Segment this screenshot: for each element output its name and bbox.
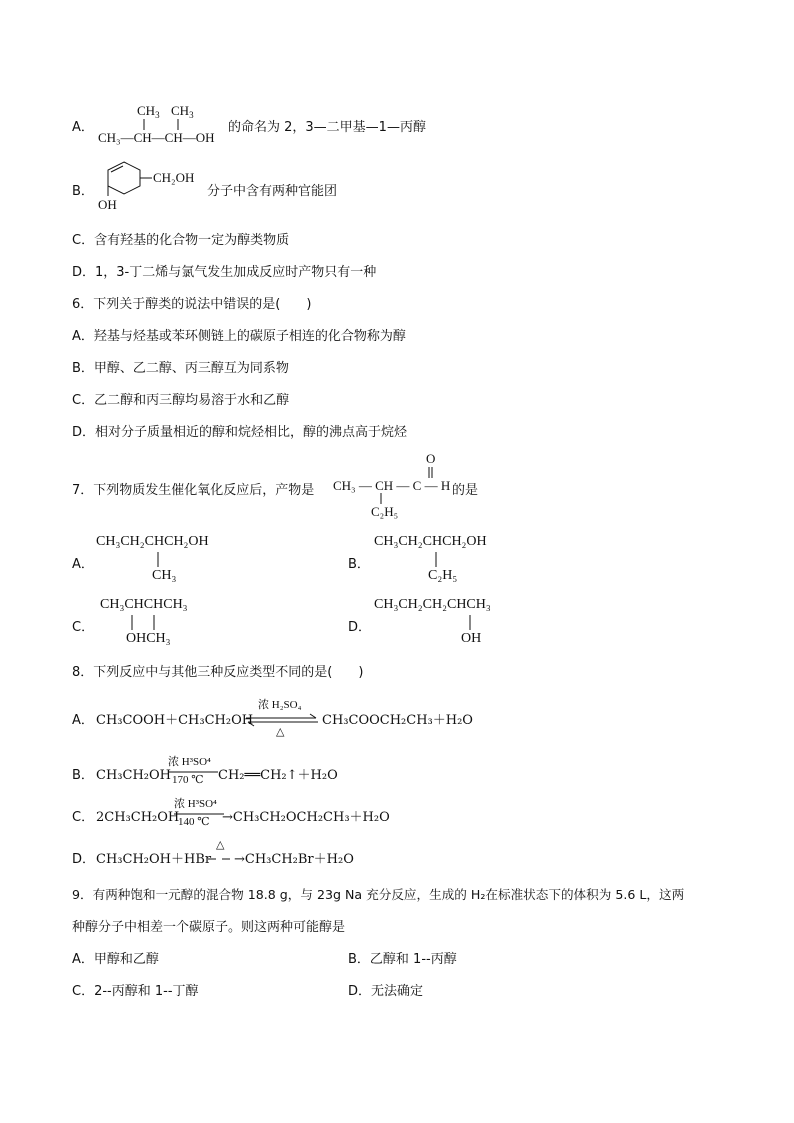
q8-option-d-label: D． [72,852,96,867]
q8-a-condition [244,698,320,738]
q7-d-branch: OH [461,631,482,646]
q8-a-left: CH₃COOH＋CH₃CH₂OH [96,713,254,728]
q8-a-right: CH₃COOCH₂CH₃＋H₂O [322,713,473,728]
q5-option-d: D．1，3-丁二烯与氯气发生加成反应时产物只有一种 [72,265,377,280]
q9-option-d: D．无法确定 [348,984,424,999]
q6-stem: 6．下列关于醇类的说法中错误的是( ) [72,297,312,312]
q8-d-condition [206,838,236,870]
q9-option-a: A．甲醇和乙醇 [72,952,159,967]
q7-a-branch: CH₃ [152,568,177,583]
q5-option-a-label: A． [72,120,94,135]
q7-stem-post: 的是 [452,483,479,498]
q6-option-d: D．相对分子质量相近的醇和烷烃相比，醇的沸点高于烷烃 [72,425,408,440]
q7-product-oxygen: O [426,451,436,466]
q7-b-branch: C₂H₅ [428,568,458,583]
q7-c-branch: OHCH₃ [126,631,171,646]
q7-option-a-label: A． [72,557,94,572]
q8-a-cond-top: 浓 H₂SO₄ [258,699,302,711]
q8-a-cond-bottom: △ [276,726,285,738]
q8-b-right: CH₂══CH₂↑＋H₂O [218,768,338,783]
q8-b-cond-bottom: 170 ℃ [172,774,204,786]
q7-d-main: CH₃CH₂CH₂CHCH₃ [374,597,491,612]
q8-b-left: CH₃CH₂OH [96,768,171,783]
q8-d-right: →CH₃CH₂Br＋H₂O [234,852,354,867]
q7-option-c-label: C． [72,620,95,635]
q5-b-ch2oh: CH₂OH [153,170,195,185]
q5-a-chain: CH₃—CH—CH—OH [98,130,215,145]
q7-product-branch: C₂H₅ [371,504,399,519]
q7-option-d-structure [374,598,524,650]
q7-option-b-label: B． [348,557,370,572]
q8-c-left: 2CH₃CH₂OH [96,810,180,825]
q9-stem-line1: 9．有两种饱和一元醇的混合物 18.8 g，与 23g Na 充分反应，生成的 H₂在标准状态下的体积为 5.6 L，这两 [72,887,685,902]
q7-d-bond [374,598,524,650]
q8-d-cond-top: △ [216,839,225,851]
q6-option-c: C．乙二醇和丙三醇均易溶于水和乙醇 [72,393,290,408]
q7-c-main: CH₃CHCHCH₃ [100,597,188,612]
q7-product-structure [333,452,463,518]
q8-stem: 8．下列反应中与其他三种反应类型不同的是( ) [72,665,364,680]
q7-stem-pre: 7．下列物质发生催化氧化反应后，产物是 [72,483,315,498]
q7-b-main: CH₃CH₂CHCH₂OH [374,534,487,549]
q7-option-c-structure [96,598,226,650]
q6-option-a: A．羟基与烃基或苯环侧链上的碳原子相连的化合物称为醇 [72,329,406,344]
q8-b-condition [168,755,220,791]
q7-option-a-structure [96,535,246,587]
q8-b-cond-top: 浓 H³SO⁴ [168,756,211,768]
q5-a-methyl-2: $CH_3$ [171,103,194,120]
q8-option-b-label: B． [72,768,94,783]
q7-product-chain: CH₃ — CH — C — H [333,478,451,493]
q5-option-b-label: B． [72,184,94,199]
q5-option-c: C．含有羟基的化合物一定为醇类物质 [72,233,290,248]
q8-d-left: CH₃CH₂OH＋HBr [96,852,212,867]
q7-option-b-structure [374,535,524,587]
q7-a-main: CH₃CH₂CHCH₂OH [96,534,209,549]
q9-stem-line2: 种醇分子中相差一个碳原子。则这两种可能醇是 [72,920,346,935]
q8-option-a-label: A． [72,713,94,728]
q7-option-d-label: D． [348,620,372,635]
q8-c-cond-bottom: 140 ℃ [178,816,210,828]
q5-option-b-text: 分子中含有两种官能团 [207,184,338,199]
q6-option-b: B．甲醇、乙二醇、丙三醇互为同系物 [72,361,289,376]
q5-a-methyl-1: $CH_3$ [137,103,160,120]
q8-c-condition [174,797,226,833]
q5-option-b-structure [96,158,206,214]
q5-option-a-structure [96,102,231,146]
q8-c-right: →CH₃CH₂OCH₂CH₃＋H₂O [222,810,390,825]
q9-option-b: B．乙醇和 1--丙醇 [348,952,457,967]
q9-option-c: C．2--丙醇和 1--丁醇 [72,984,199,999]
q8-c-cond-top: 浓 H³SO⁴ [174,798,217,810]
q5-option-a-text: 的命名为 2，3—二甲基—1—丙醇 [228,120,426,135]
q8-option-c-label: C． [72,810,95,825]
q5-b-oh: OH [98,197,117,212]
